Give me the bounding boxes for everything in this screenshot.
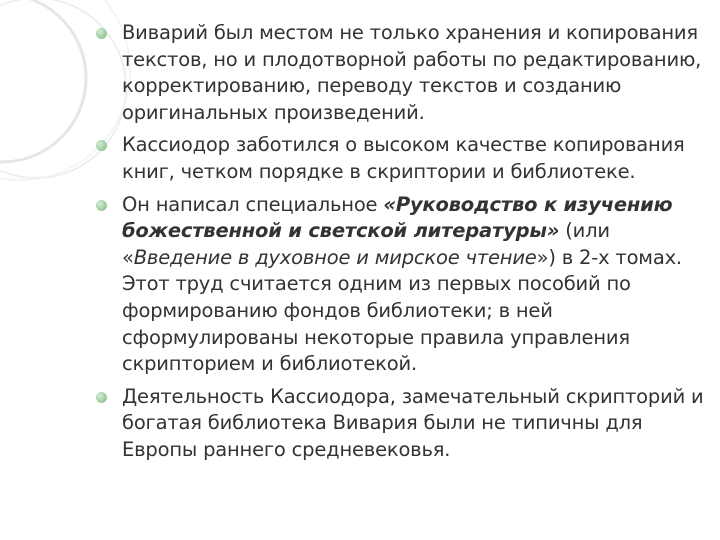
bullet-item (96, 132, 706, 185)
bullet-text-paren: (или « (122, 219, 610, 269)
green-circle-bullet-icon (96, 392, 107, 403)
bullet-text: Деятельность Кассиодора, замечательный скрипторий и богатая библиотека Вивария были не типичны для Европы раннего средневековья. (122, 384, 704, 461)
bullet-item (96, 20, 706, 126)
green-circle-bullet-icon (96, 28, 107, 39)
slide-body (96, 20, 706, 470)
green-circle-bullet-icon (96, 200, 107, 211)
bullet-text: Виварий был местом не только хранения и копирования текстов, но и плодотворной работы по редактированию, корректированию, переводу текстов и созданию оригинальных произведений. (122, 21, 702, 124)
book-title-bold-italic: «Руководство к изучению божественной и светской литературы» (122, 192, 673, 243)
book-alt-title-italic: Введение в духовное и мирское чтение (133, 245, 537, 269)
green-circle-bullet-icon (96, 140, 107, 151)
bullet-item (96, 384, 706, 464)
bullet-item (96, 192, 706, 378)
bullet-text-lead: Он написал специальное (122, 192, 384, 216)
bullet-text: Кассиодор заботился о высоком качестве копирования книг, четком порядке в скриптории и библиотеке. (122, 133, 685, 183)
bullet-text-rest: ») в 2-х томах. Этот труд считается одним из первых пособий по формированию фондов библиотеки; в ней сформулированы некоторые правила управления скрипторием и библиотекой. (122, 245, 682, 376)
bullet-list (96, 20, 706, 464)
